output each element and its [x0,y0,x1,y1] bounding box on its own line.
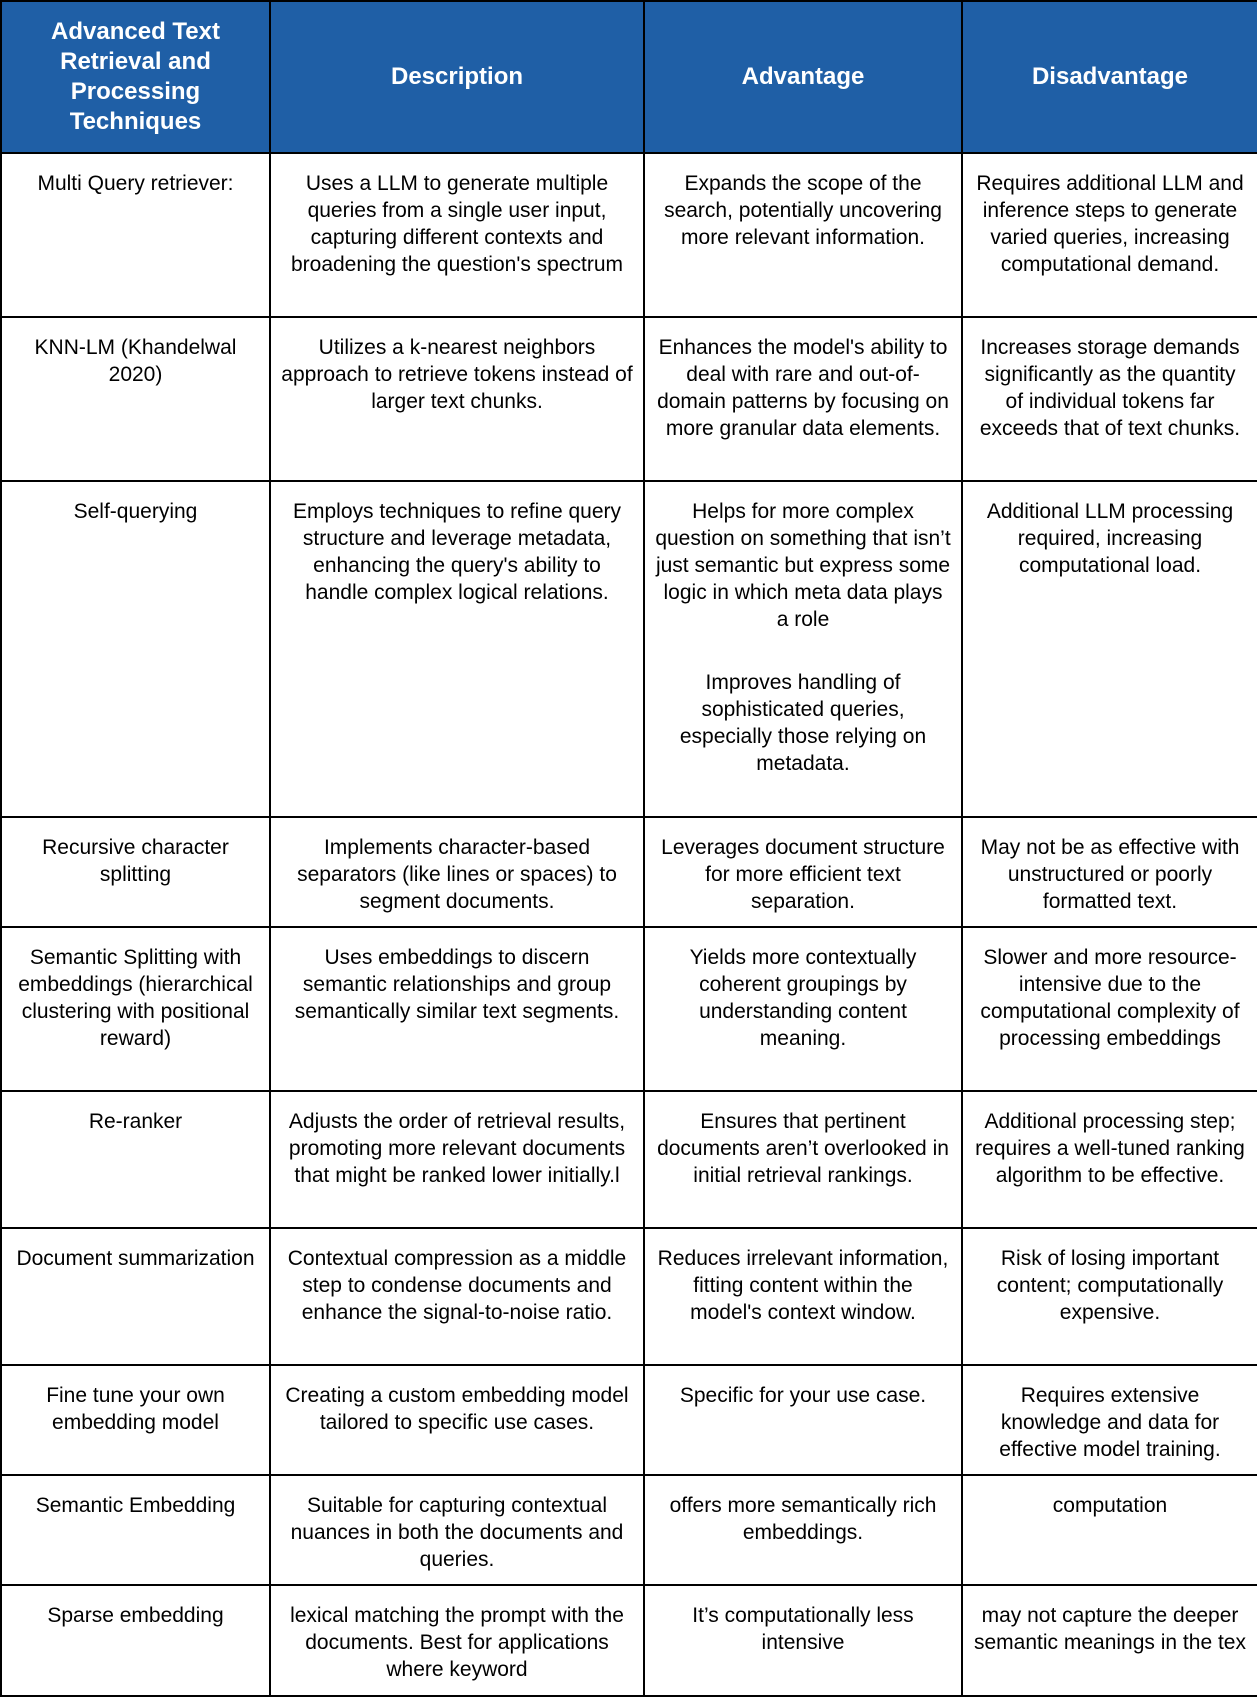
technique-cell: Semantic Embedding [1,1475,270,1585]
disadvantage-cell: May not be as effective with unstructured or poorly formatted text. [962,817,1257,927]
disadvantage-cell: Requires additional LLM and inference steps to generate varied queries, increasing computational demand. [962,153,1257,317]
advantage-text: Ensures that pertinent documents aren’t overlooked in initial retrieval rankings. [657,1110,949,1187]
advantage-text: Yields more contextually coherent groupings by understanding content meaning. [689,946,917,1050]
advantage-text: Leverages document structure for more efficient text separation. [661,836,945,913]
advantage-text: Enhances the model's ability to deal with rare and out-of-domain patterns by focusing on more granular data elements. [657,336,949,440]
disadvantage-cell: Slower and more resource-intensive due to the computational complexity of processing embeddings [962,927,1257,1091]
disadvantage-cell: may not capture the deeper semantic meanings in the tex [962,1585,1257,1696]
header-technique: Advanced Text Retrieval and Processing Techniques [1,1,270,153]
advantage-text: offers more semantically rich embeddings. [669,1494,937,1544]
header-advantage: Advantage [644,1,962,153]
advantage-text: Reduces irrelevant information, fitting content within the model's context window. [657,1247,949,1324]
description-cell: Contextual compression as a middle step to condense documents and enhance the signal-to-noise ratio. [270,1228,644,1365]
header-row [1,1,1257,153]
disadvantage-cell: Increases storage demands significantly as the quantity of individual tokens far exceeds that of text chunks. [962,317,1257,481]
disadvantage-cell: Requires extensive knowledge and data for effective model training. [962,1365,1257,1475]
technique-cell: Self-querying [1,481,270,817]
advantage-cell [644,1365,962,1475]
header-disadvantage: Disadvantage [962,1,1257,153]
technique-cell: Recursive character splitting [1,817,270,927]
table-row [1,1091,1257,1228]
advantage-text: Expands the scope of the search, potentially uncovering more relevant information. [664,172,942,249]
description-cell: lexical matching the prompt with the documents. Best for applications where keyword [270,1585,644,1696]
description-cell: Creating a custom embedding model tailored to specific use cases. [270,1365,644,1475]
table-row [1,481,1257,817]
table-row [1,317,1257,481]
description-cell: Uses embeddings to discern semantic relationships and group semantically similar text segments. [270,927,644,1091]
advantage-text: Specific for your use case. [679,1384,927,1407]
advantage-cell [644,1585,962,1696]
advantage-text: Improves handling of sophisticated queries, especially those relying on metadata. [679,671,927,775]
description-cell: Uses a LLM to generate multiple queries from a single user input, capturing different contexts and broadening the question's spectrum [270,153,644,317]
table-body [1,153,1257,1696]
table-row [1,153,1257,317]
advantage-cell [644,481,962,817]
disadvantage-cell: Additional LLM processing required, increasing computational load. [962,481,1257,817]
description-cell: Implements character-based separators (like lines or spaces) to segment documents. [270,817,644,927]
table-row [1,1475,1257,1585]
header-description: Description [270,1,644,153]
table-row [1,1365,1257,1475]
technique-cell: Multi Query retriever: [1,153,270,317]
table-row [1,1228,1257,1365]
disadvantage-cell: computation [962,1475,1257,1585]
technique-cell: Re-ranker [1,1091,270,1228]
description-cell: Adjusts the order of retrieval results, promoting more relevant documents that might be ranked lower initially.l [270,1091,644,1228]
description-cell: Suitable for capturing contextual nuances in both the documents and queries. [270,1475,644,1585]
advantage-cell [644,817,962,927]
table-row [1,1585,1257,1696]
technique-cell: KNN-LM (Khandelwal 2020) [1,317,270,481]
technique-cell: Document summarization [1,1228,270,1365]
advantage-cell [644,1091,962,1228]
technique-cell: Sparse embedding [1,1585,270,1696]
advantage-cell [644,1228,962,1365]
description-cell: Utilizes a k-nearest neighbors approach to retrieve tokens instead of larger text chunks. [270,317,644,481]
table-row [1,927,1257,1091]
description-cell: Employs techniques to refine query structure and leverage metadata, enhancing the query's ability to handle complex logical relations. [270,481,644,817]
advantage-cell [644,153,962,317]
advantage-text: Helps for more complex question on something that isn’t just semantic but express some logic in which meta data plays a role [655,500,951,631]
disadvantage-cell: Additional processing step; requires a well-tuned ranking algorithm to be effective. [962,1091,1257,1228]
disadvantage-cell: Risk of losing important content; computationally expensive. [962,1228,1257,1365]
table-row [1,817,1257,927]
technique-cell: Fine tune your own embedding model [1,1365,270,1475]
advantage-cell [644,1475,962,1585]
advantage-text: It’s computationally less intensive [692,1604,914,1654]
table-header [1,1,1257,153]
technique-cell: Semantic Splitting with embeddings (hierarchical clustering with positional reward) [1,927,270,1091]
advantage-cell [644,317,962,481]
advantage-cell [644,927,962,1091]
